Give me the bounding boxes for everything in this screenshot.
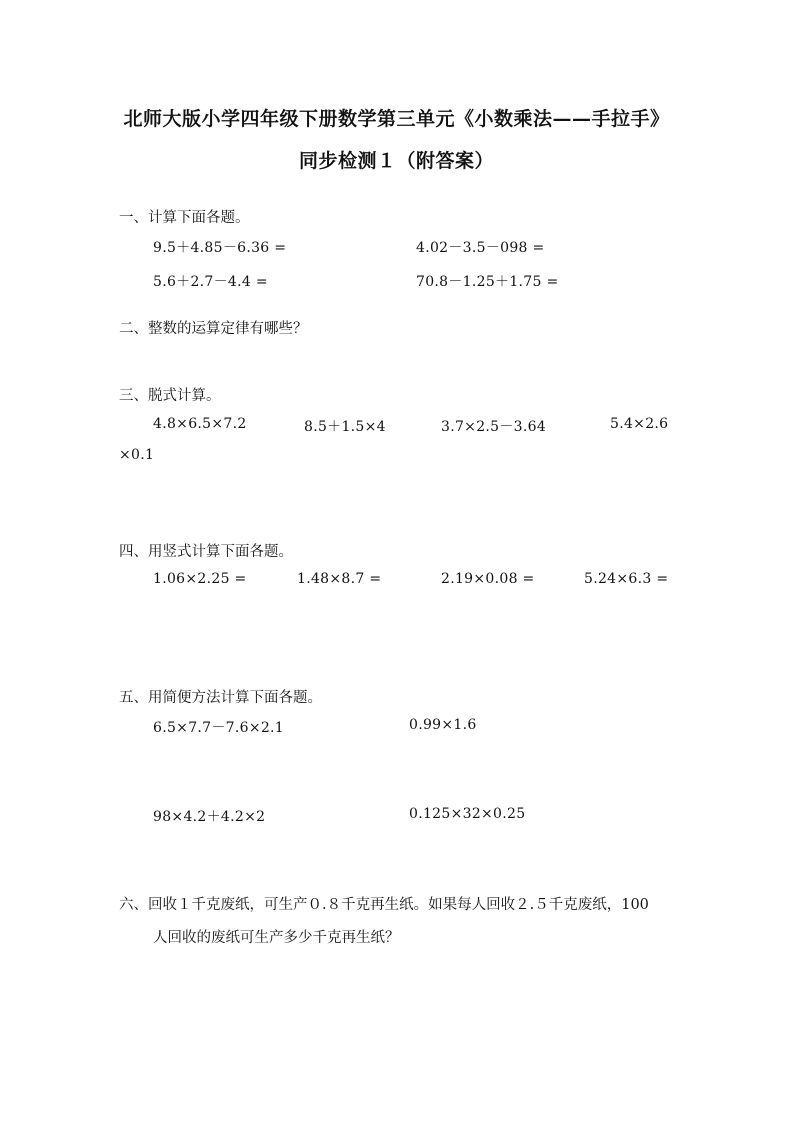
section-4-heading: 四、用竖式计算下面各题。: [119, 544, 293, 560]
section-2-heading: 二、整数的运算定律有哪些？: [119, 321, 308, 337]
s5-item-1: 6.5×7.7－7.6×2.1: [153, 720, 285, 736]
page-subtitle: 同步检测１（附答案）: [298, 150, 494, 172]
section-5-heading: 五、用简便方法计算下面各题。: [119, 690, 322, 706]
s4-item-2: 1.48×8.7 =: [297, 571, 382, 587]
s5-item-3: 98×4.2＋4.2×2: [153, 809, 266, 825]
s4-item-1: 1.06×2.25 =: [153, 571, 247, 587]
s3-item-4-wrap: ×0.1: [119, 447, 155, 463]
section-1-heading: 一、计算下面各题。: [119, 210, 250, 226]
s4-item-4: 5.24×6.3 =: [584, 571, 669, 587]
s5-item-2: 0.99×1.6: [409, 717, 477, 733]
s3-item-4: 5.4×2.6: [610, 416, 669, 432]
s1-item-1: 9.5＋4.85－6.36 =: [153, 240, 287, 256]
page-title: 北师大版小学四年级下册数学第三单元《小数乘法——手拉手》: [123, 108, 670, 130]
s3-item-3: 3.7×2.5－3.64: [441, 419, 547, 435]
s3-item-1: 4.8×6.5×7.2: [153, 416, 247, 432]
s3-item-2: 8.5＋1.5×4: [304, 419, 386, 435]
s1-item-2: 4.02－3.5－098 =: [416, 240, 545, 256]
section-3-heading: 三、脱式计算。: [119, 388, 221, 404]
section-6-line-1: 六、回收１千克废纸，可生产０.８千克再生纸。如果每人回收２.５千克废纸，100: [119, 897, 649, 913]
s1-item-4: 70.8－1.25＋1.75 =: [416, 274, 559, 290]
s5-item-4: 0.125×32×0.25: [409, 806, 526, 822]
s1-item-3: 5.6＋2.7－4.4 =: [153, 274, 268, 290]
s4-item-3: 2.19×0.08 =: [441, 571, 535, 587]
section-6-line-2: 人回收的废纸可生产多少千克再生纸？: [153, 930, 400, 946]
